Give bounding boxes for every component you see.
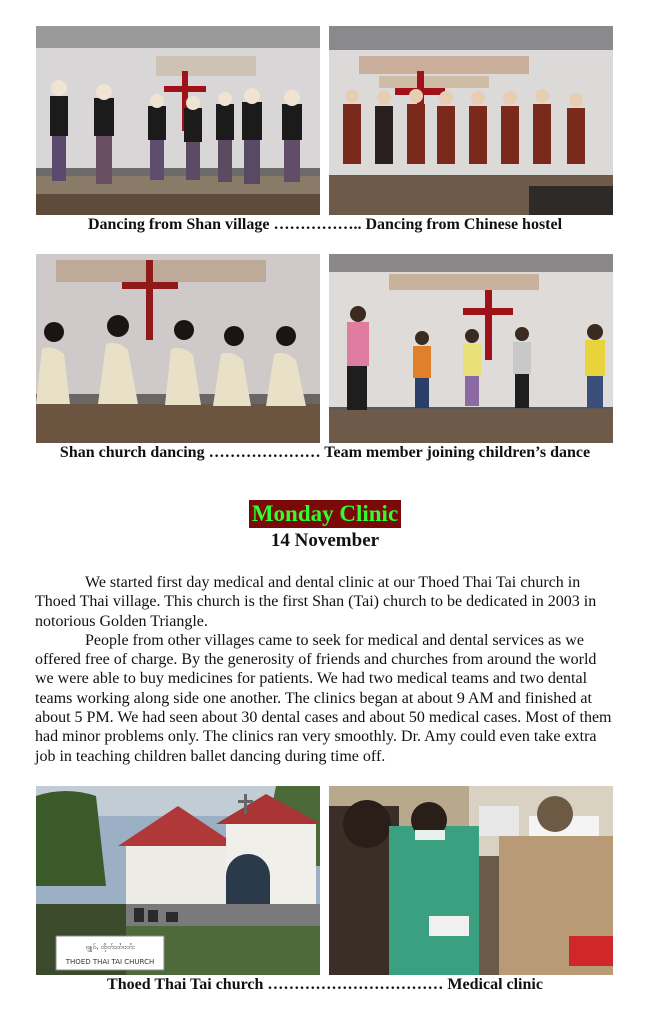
body-paragraph-1: We started first day medical and dental clinic at our Thoed Thai Tai church in Thoed Thai village. This church is the first Shan (Tai) church to be dedicated in 2003 in notorious Golden Triangle. <box>35 574 597 630</box>
caption-row-2: Shan church dancing ………………… Team member joining children’s dance <box>59 444 591 461</box>
caption-row-1: Dancing from Shan village …………….. Dancing from Chinese hostel <box>87 216 563 233</box>
section-date: 14 November <box>270 530 380 551</box>
caption-row-3: Thoed Thai Tai church …………………………… Medical clinic <box>107 976 543 993</box>
photo-shan-village-dance <box>36 26 320 215</box>
photo-medical-clinic <box>329 786 613 975</box>
photo-team-member-childrens-dance <box>329 254 613 443</box>
church-sign-line-2: THOED THAI TAI CHURCH <box>65 958 155 966</box>
photo-chinese-hostel-dance <box>329 26 613 215</box>
section-heading-wrap <box>0 500 650 528</box>
photo-shan-church-dancing <box>36 254 320 443</box>
section-title: Monday Clinic <box>249 500 401 528</box>
body-paragraph-2: People from other villages came to seek for medical and dental services as we offered free of charge. By the generosity of friends and churches from around the world we were able to buy medicines for patients. We had two medical teams and two dental teams working along side one another. The clinics began at about 9 AM and finished at about 5 PM. We had seen about 30 dental cases and about 50 medical cases. Most of them had minor problems only. The clinics ran very smoothly. Dr. Amy could even take extra job in teaching children ballet dancing during time off. <box>35 631 612 765</box>
photo-thoed-thai-tai-church <box>36 786 320 975</box>
church-sign-line-1: ၵျူဝ်ႇ ထိုတ်ႈထၢႆးတႆး <box>85 943 135 951</box>
body-text <box>35 573 617 766</box>
